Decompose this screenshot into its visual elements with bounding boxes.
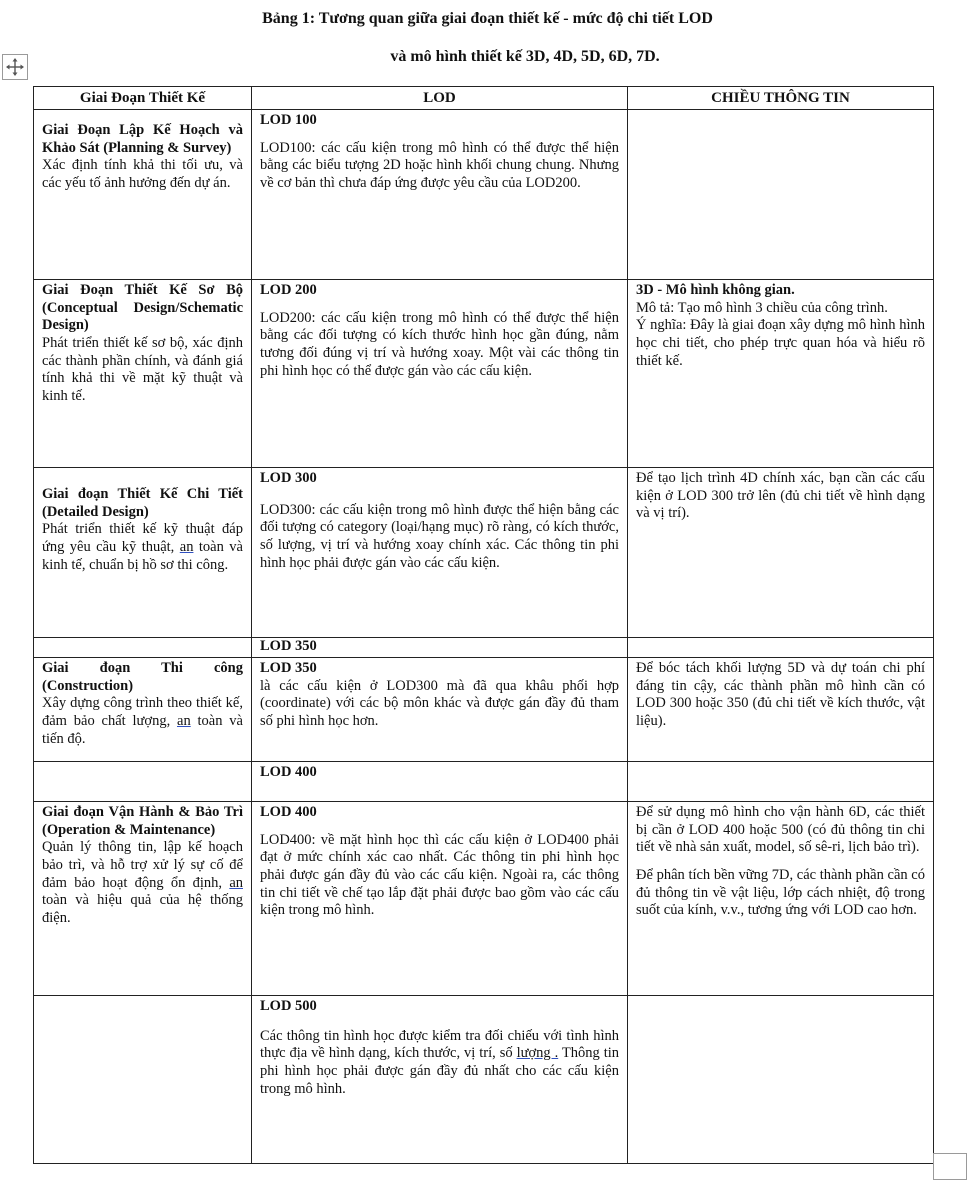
lod-title: LOD 350: [260, 660, 317, 676]
stage-description: [42, 521, 243, 574]
stage-name: Giai Đoạn Lập Kế Hoạch và Khảo Sát (Planning & Survey): [42, 122, 243, 156]
info-cell: [628, 762, 934, 802]
stage-name: Giai đoạn Thi công (Construction): [42, 660, 243, 694]
info-cell: [628, 996, 934, 1164]
header-stage: Giai Đoạn Thiết Kế: [34, 87, 252, 110]
info-description: Để bóc tách khối lượng 5D và dự toán chi phí đáng tin cậy, các thành phần mô hình cần có LOD 300 hoặc 350 (đủ chi tiết về kích thước, vật liệu).: [636, 660, 925, 730]
table-row: [34, 110, 934, 280]
stage-cell: [34, 996, 252, 1164]
table-row: [34, 762, 934, 802]
info-cell: [628, 468, 934, 638]
lod-cell: [252, 638, 628, 658]
lod-title: LOD 400: [260, 764, 317, 780]
stage-cell: [34, 468, 252, 638]
lod-cell: [252, 762, 628, 802]
stage-description: [42, 839, 243, 927]
lod-description: [260, 1028, 619, 1099]
table-caption-line-2: và mô hình thiết kế 3D, 4D, 5D, 6D, 7D.: [390, 48, 660, 65]
info-paragraph-7d: Để phân tích bền vững 7D, các thành phần cần có đủ thông tin về vật liệu, lớp cách nhiệt, độ trong suốt của kính, v.v., tương ứng với LOD cao hơn.: [636, 867, 925, 919]
table-row: [34, 658, 934, 762]
info-description: Mô tả: Tạo mô hình 3 chiều của công trình.: [636, 299, 888, 316]
stage-cell: [34, 802, 252, 996]
spellcheck-underlined-word: an: [179, 539, 194, 556]
stage-name: Giai Đoạn Thiết Kế Sơ Bộ (Conceptual Design/Schematic Design): [42, 282, 243, 334]
info-description: Để tạo lịch trình 4D chính xác, bạn cần các cấu kiện ở LOD 300 trở lên (đủ chi tiết về hình dạng và vị trí).: [636, 470, 925, 522]
lod-correlation-table: [33, 86, 934, 1164]
header-lod: LOD: [252, 87, 628, 110]
lod-description: LOD100: các cấu kiện trong mô hình có thể được thể hiện bằng các biểu tượng 2D hoặc hình khối chung chung. Nhưng về cơ bản thì chưa đáp ứng được yêu cầu của LOD200.: [260, 139, 619, 192]
stage-description-part: Quản lý thông tin, lập kế hoạch bảo trì, và hỗ trợ xử lý sự cố để đảm bảo hoạt động ổn định,: [42, 839, 243, 891]
lod-title: LOD 200: [260, 282, 317, 298]
spellcheck-underlined-word: lượng .: [516, 1045, 559, 1062]
lod-title: LOD 350: [260, 638, 317, 654]
table-row: [34, 468, 934, 638]
stage-cell: [34, 280, 252, 468]
stage-cell: [34, 110, 252, 280]
stage-cell: [34, 638, 252, 658]
stage-description-part: toàn và hiệu quả của hệ thống điện.: [42, 892, 243, 927]
stage-description-part: toàn và tiến độ.: [42, 713, 243, 747]
lod-cell: [252, 802, 628, 996]
lod-description: LOD200: các cấu kiện trong mô hình có thể được thể hiện bằng các đối tượng có kích thước hình học gần đúng, nằm tương đối đúng vị trí và hướng xoay. Một vài các thông tin phi hình học có thể được gán vào các cấu kiện.: [260, 309, 619, 379]
stage-name: Giai đoạn Vận Hành & Bảo Trì (Operation & Maintenance): [42, 804, 243, 838]
table-row: [34, 280, 934, 468]
lod-title: LOD 500: [260, 998, 317, 1014]
lod-cell: [252, 468, 628, 638]
info-meaning: Ý nghĩa: Đây là giai đoạn xây dựng mô hình hình học chi tiết, cho phép trực quan hóa và hiểu rõ thiết kế.: [636, 317, 925, 369]
lod-description-part: Thông tin phi hình học phải được gán đầy đủ nhất cho các cấu kiện trong mô hình.: [260, 1045, 620, 1097]
stage-description: [42, 695, 243, 748]
lod-title: LOD 400: [260, 804, 317, 820]
move-arrows-icon[interactable]: [2, 54, 28, 80]
spellcheck-underlined-word: an: [229, 874, 243, 891]
table-row: [34, 638, 934, 658]
lod-cell: [252, 658, 628, 762]
stage-description-part: Phát triển thiết kế kỹ thuật đáp ứng yêu cầu kỹ thuật,: [42, 521, 243, 556]
table-caption-line-1: Bảng 1: Tương quan giữa giai đoạn thiết kế - mức độ chi tiết LOD: [262, 10, 713, 27]
lod-cell: [252, 110, 628, 280]
lod-description: LOD400: về mặt hình học thì các cấu kiện ở LOD400 phải đạt ở mức chính xác cao nhất. Các thông tin phi hình học phải được gán đầy đủ vào các cấu kiện. Ngoài ra, các thông tin chi tiết về chế tạo lắp đặt phải được bao gồm vào các cấu kiện trong mô hình.: [260, 831, 619, 919]
info-title: 3D - Mô hình không gian.: [636, 282, 795, 298]
lod-description: là các cấu kiện ở LOD300 mà đã qua khâu phối hợp (coordinate) với các bộ môn khác và được gán đầy đủ tham số phi hình học hơn.: [260, 677, 619, 730]
resize-square-icon[interactable]: [933, 1153, 967, 1180]
stage-cell: [34, 762, 252, 802]
info-cell: [628, 658, 934, 762]
move-arrows-glyph: [5, 57, 25, 77]
spellcheck-underlined-word: an: [177, 713, 191, 730]
stage-description: Xác định tính khả thi tối ưu, và các yếu tố ảnh hưởng đến dự án.: [42, 157, 243, 192]
info-cell: [628, 638, 934, 658]
header-info-dimension: CHIỀU THÔNG TIN: [628, 87, 934, 110]
lod-cell: [252, 996, 628, 1164]
stage-description-part: Xây dựng công trình theo thiết kế, đảm bảo chất lượng,: [42, 695, 243, 730]
lod-title: LOD 100: [260, 112, 317, 128]
info-cell: [628, 280, 934, 468]
lod-title: LOD 300: [260, 470, 317, 486]
info-paragraph-6d: Để sử dụng mô hình cho vận hành 6D, các thiết bị cần ở LOD 400 hoặc 500 (có đủ thông tin chi tiết về nhà sản xuất, model, số sê-ri, lịch bảo trì).: [636, 804, 925, 856]
lod-description-part: Các thông tin hình học được kiểm tra đối chiếu với tình hình thực địa về hình dạng, kích thước, vị trí, số: [260, 1027, 619, 1062]
stage-description-part: toàn và kinh tế, chuẩn bị hồ sơ thi công.: [42, 539, 243, 573]
stage-name: Giai đoạn Thiết Kế Chi Tiết (Detailed Design): [42, 486, 243, 520]
lod-description: LOD300: các cấu kiện trong mô hình được thể hiện bằng các đối tượng có category (loại/hạng mục) rõ ràng, có kích thước, số lượng, vị trí và hướng xoay chính xác. Các thông tin phi hình học phải được gán vào các cấu kiện.: [260, 501, 619, 571]
info-cell: [628, 110, 934, 280]
lod-cell: [252, 280, 628, 468]
table-row: [34, 802, 934, 996]
table-header-row: [34, 87, 934, 110]
stage-description: Phát triển thiết kế sơ bộ, xác định các thành phần chính, và đánh giá tính khả thi về mặt kỹ thuật và kinh tế.: [42, 335, 243, 405]
table-row: [34, 996, 934, 1164]
stage-cell: [34, 658, 252, 762]
info-cell: [628, 802, 934, 996]
